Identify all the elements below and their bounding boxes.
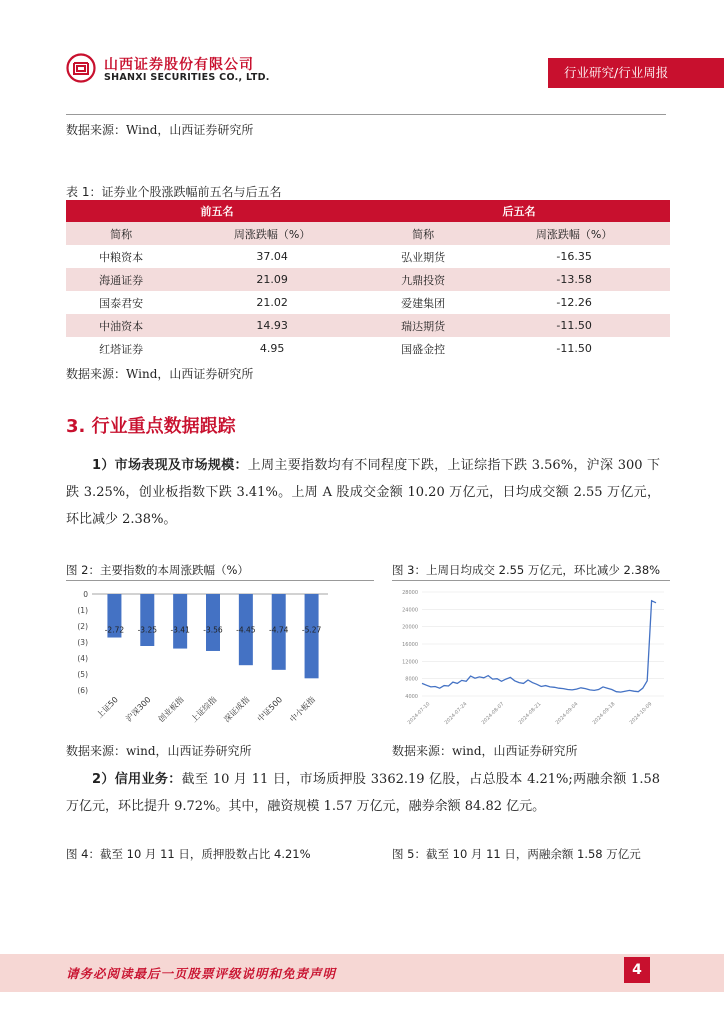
bar-value-label: -4.45: [236, 625, 256, 635]
paragraph-lead: 2）信用业务：: [92, 772, 182, 787]
table-cell: 爱建集团: [401, 296, 446, 310]
bar: [206, 594, 220, 651]
company-logo-icon: [66, 53, 96, 83]
table-row: [66, 337, 670, 360]
y-tick-label: 16000: [402, 642, 418, 648]
paragraph-text: 上周主要指数均有不同程度下跌，上证综指下跌 3.56%，沪深 300 下跌 3.25%，创业板指数下跌 3.41%。上周 A 股成交金额 10.20 万亿元，日均成交额 2.55 万亿元，环比减少 2.38%。: [66, 458, 660, 527]
fig4-title: 图 4：截至 10 月 11 日，质押股数占比 4.21%: [66, 847, 311, 861]
y-tick-label: (1): [77, 606, 88, 615]
bar: [305, 594, 319, 678]
table-cell: -13.58: [478, 268, 670, 291]
x-tick-label: 2024-07-24: [443, 701, 469, 726]
table-row: [66, 291, 670, 314]
y-tick-label: (4): [77, 654, 88, 663]
table-cell: -16.35: [556, 250, 592, 263]
y-tick-label: (5): [77, 670, 88, 679]
x-tick-label: 创业板指: [156, 695, 186, 725]
bar-value-label: -5.27: [301, 625, 322, 635]
table-title: 表 1：证券业个股涨跌幅前五名与后五名: [66, 185, 282, 199]
table-row: [66, 314, 670, 337]
table-cell: -12.26: [556, 296, 592, 309]
bar-value-label: -3.25: [137, 625, 157, 635]
x-tick-label: 上证综指: [189, 695, 219, 725]
table-cell: 中油资本: [66, 314, 176, 337]
x-tick-label: 深证成指: [222, 695, 252, 725]
y-tick-label: 20000: [402, 624, 418, 631]
bar: [140, 594, 154, 646]
source-note: 数据来源：Wind，山西证券研究所: [66, 123, 254, 137]
fig3-title-rule: [392, 580, 670, 581]
bar-value-label: -2.72: [104, 625, 125, 635]
report-type-tag: 行业研究/行业周报: [548, 58, 724, 88]
page-header: [0, 0, 724, 100]
table-cell: 海通证券: [66, 268, 176, 291]
fig2-title: 图 2：主要指数的本周涨跌幅（%）: [66, 563, 249, 577]
table-cell: 瑞达期货: [368, 314, 478, 337]
x-tick-label: 2024-09-04: [554, 701, 580, 726]
bar-value-label: -3.56: [203, 625, 223, 635]
paragraph-lead: 1）市场表现及市场规模：: [92, 458, 248, 473]
y-tick-label: 8000: [405, 676, 418, 683]
table-cell: 中粮资本: [99, 250, 144, 264]
y-tick-label: 12000: [402, 659, 418, 666]
fig2-source: 数据来源：wind，山西证券研究所: [66, 744, 252, 758]
fig5-title: 图 5：截至 10 月 11 日，两融余额 1.58 万亿元: [392, 847, 641, 861]
table-row: [66, 268, 670, 291]
paragraph-market: [66, 452, 660, 533]
table-cell: 国盛金控: [401, 342, 446, 356]
table-cell: 国泰君安: [99, 296, 144, 310]
fig3-title: 图 3：上周日均成交 2.55 万亿元，环比减少 2.38%: [392, 563, 661, 577]
x-tick-label: 中证500: [255, 695, 285, 724]
table-cell: -11.50: [478, 314, 670, 337]
y-tick-label: (6): [77, 686, 88, 695]
header-divider: [66, 114, 666, 115]
y-tick-label: (2): [77, 622, 88, 631]
fig3-source: 数据来源：wind，山西证券研究所: [392, 744, 578, 758]
stock-change-table: [66, 200, 670, 360]
table-cell: 14.93: [176, 314, 368, 337]
x-tick-label: 上证50: [94, 695, 120, 720]
col-header: 周涨跌幅（%）: [478, 222, 670, 245]
y-tick-label: 28000: [402, 590, 418, 596]
bar-value-label: -3.41: [170, 625, 190, 635]
paragraph-text: 截至 10 月 11 日，市场质押股 3362.19 亿股，占总股本 4.21%;两融余额 1.58 万亿元，环比提升 9.72%。其中，融资规模 1.57 万亿元，融券余额 84.82 亿元。: [66, 772, 661, 814]
y-tick-label: 4000: [405, 694, 418, 700]
section-heading: 3. 行业重点数据跟踪: [66, 416, 236, 437]
table-source: 数据来源：Wind，山西证券研究所: [66, 367, 254, 381]
paragraph-credit: [66, 766, 660, 820]
x-tick-label: 中小板指: [287, 695, 317, 725]
table-cell: 九鼎投资: [368, 268, 478, 291]
table-cell: 37.04: [256, 250, 288, 263]
table-cell: 21.09: [176, 268, 368, 291]
bar: [173, 594, 187, 649]
x-tick-label: 2024-09-18: [591, 701, 617, 726]
table-group-bottom5: 后五名: [368, 200, 670, 222]
company-name-en: SHANXI SECURITIES CO., LTD.: [104, 72, 270, 83]
x-tick-label: 2024-10-09: [628, 701, 654, 726]
table-group-top5: 前五名: [66, 200, 368, 222]
table-row: [66, 245, 670, 268]
table-cell: 21.02: [256, 296, 288, 309]
footer-disclaimer: 请务必阅读最后一页股票评级说明和免责声明: [66, 966, 337, 981]
x-tick-label: 2024-07-10: [406, 701, 432, 726]
table-cell: 弘业期货: [401, 250, 446, 264]
company-name-cn: 山西证券股份有限公司: [104, 57, 254, 73]
col-header: 简称: [66, 222, 176, 245]
index-change-bar-chart: [66, 584, 366, 734]
table-cell: 4.95: [259, 342, 285, 355]
table-cell: 红塔证券: [99, 342, 144, 356]
x-tick-label: 沪深300: [124, 695, 153, 724]
daily-turnover-line-chart: [392, 584, 672, 734]
col-header: 周涨跌幅（%）: [176, 222, 368, 245]
col-header: 简称: [368, 222, 478, 245]
bar-value-label: -4.74: [269, 625, 289, 635]
table-cell: -11.50: [556, 342, 592, 355]
x-tick-label: 2024-08-21: [517, 701, 543, 726]
y-tick-label: 24000: [402, 607, 418, 614]
y-tick-label: 0: [83, 590, 88, 599]
page-number: 4: [624, 957, 650, 983]
y-tick-label: (3): [77, 638, 88, 647]
x-tick-label: 2024-08-07: [480, 701, 506, 726]
fig2-title-rule: [66, 580, 374, 581]
